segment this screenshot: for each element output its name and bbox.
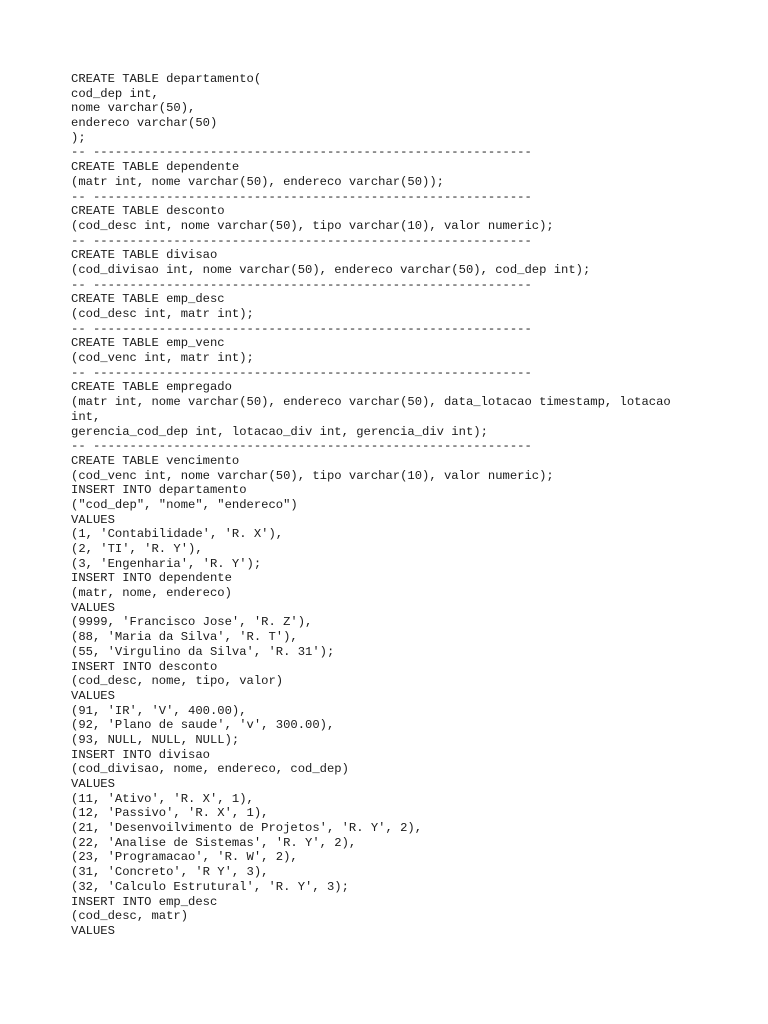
code-line: (1, 'Contabilidade', 'R. X'), [71,527,284,542]
code-line: (11, 'Ativo', 'R. X', 1), [71,791,254,806]
code-line: (matr, nome, endereco) [71,586,232,601]
separator-line: -- ------------------------------------------------------------ [71,321,532,336]
separator-line: -- ------------------------------------------------------------ [71,233,532,248]
code-line: (cod_divisao int, nome varchar(50), endereco varchar(50), cod_dep int); [71,262,591,277]
code-line: INSERT INTO divisao [71,747,210,762]
code-line: VALUES [71,923,115,938]
code-line: VALUES [71,688,115,703]
code-line: INSERT INTO desconto [71,659,218,674]
code-line: ); [71,130,86,145]
code-line: (matr int, nome varchar(50), endereco varchar(50), data_lotacao timestamp, lotacao [71,395,671,410]
code-line: (21, 'Desenvoilvimento de Projetos', 'R. Y', 2), [71,821,423,836]
code-line: CREATE TABLE emp_venc [71,336,225,351]
code-line: INSERT INTO emp_desc [71,894,218,909]
code-line: (cod_desc, nome, tipo, valor) [71,674,284,689]
code-line: (2, 'TI', 'R. Y'), [71,542,203,556]
code-line: (3, 'Engenharia', 'R. Y'); [71,556,262,571]
code-line: (93, NULL, NULL, NULL); [71,732,240,747]
code-line: (23, 'Programacao', 'R. W', 2), [71,850,298,865]
code-line: INSERT INTO departamento [71,483,247,498]
code-line: (91, 'IR', 'V', 400.00), [71,703,247,718]
separator-line: -- ------------------------------------------------------------ [71,365,532,380]
code-line: VALUES [71,600,115,615]
code-line: CREATE TABLE vencimento [71,453,240,468]
code-line: CREATE TABLE departamento( [71,72,262,86]
code-line: CREATE TABLE divisao [71,248,218,263]
code-line: (cod_venc int, matr int); [71,351,254,366]
code-line: int, [71,409,101,424]
code-line: (12, 'Passivo', 'R. X', 1), [71,806,269,821]
code-line: INSERT INTO dependente [71,571,232,586]
code-line: endereco varchar(50) [71,116,218,131]
code-line: (cod_venc int, nome varchar(50), tipo varchar(10), valor numeric); [71,468,554,483]
code-line: (32, 'Calculo Estrutural', 'R. Y', 3); [71,879,349,894]
separator-line: -- ------------------------------------------------------------ [71,189,532,204]
code-line: (9999, 'Francisco Jose', 'R. Z'), [71,615,313,630]
code-line: (matr int, nome varchar(50), endereco varchar(50)); [71,174,444,189]
code-line: nome varchar(50), [71,101,196,116]
code-line: cod_dep int, [71,86,159,101]
document-page [71,72,731,939]
code-line: ("cod_dep", "nome", "endereco") [71,497,298,512]
code-line: (22, 'Analise de Sistemas', 'R. Y', 2), [71,835,357,850]
code-line: CREATE TABLE dependente [71,160,240,175]
code-line: (88, 'Maria da Silva', 'R. T'), [71,630,298,645]
code-line: VALUES [71,777,115,791]
separator-line: -- ------------------------------------------------------------ [71,145,532,160]
separator-line: -- ------------------------------------------------------------ [71,277,532,292]
code-line: (cod_desc int, matr int); [71,307,254,321]
code-line: CREATE TABLE desconto [71,204,225,219]
code-line: CREATE TABLE emp_desc [71,292,225,307]
code-line: (92, 'Plano de saude', 'v', 300.00), [71,718,335,733]
code-line: gerencia_cod_dep int, lotacao_div int, gerencia_div int); [71,424,488,439]
code-line: (cod_desc, matr) [71,909,189,924]
code-line: (cod_desc int, nome varchar(50), tipo varchar(10), valor numeric); [71,218,554,233]
code-line: (cod_divisao, nome, endereco, cod_dep) [71,762,349,777]
code-line: VALUES [71,512,115,527]
separator-line: -- ------------------------------------------------------------ [71,439,532,454]
code-line: CREATE TABLE empregado [71,380,232,395]
code-line: (31, 'Concreto', 'R Y', 3), [71,865,269,880]
code-line: (55, 'Virgulino da Silva', 'R. 31'); [71,644,335,659]
